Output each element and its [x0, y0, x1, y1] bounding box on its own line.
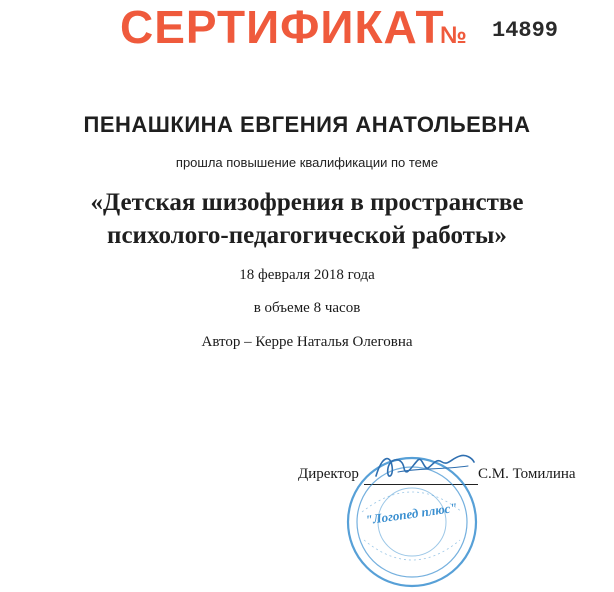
number-sign: №: [440, 22, 467, 49]
director-name: С.М. Томилина: [478, 466, 576, 482]
certificate-number: 14899: [492, 18, 559, 43]
topic-title: [0, 186, 614, 252]
director-label: Директор: [298, 466, 359, 482]
course-author: Автор – Керре Наталья Олеговна: [201, 334, 413, 350]
course-hours: в объеме 8 часов: [253, 300, 361, 316]
certificate-title: СЕРТИФИКАТ: [120, 1, 445, 53]
topic-line-1: «Детская шизофрения в пространстве: [90, 189, 524, 216]
recipient-name: ПЕНАШКИНА ЕВГЕНИЯ АНАТОЛЬЕВНА: [83, 112, 531, 137]
qualification-line: прошла повышение квалификации по теме: [175, 155, 439, 170]
course-date: 18 февраля 2018 года: [239, 267, 375, 283]
signature-icon: [368, 446, 478, 490]
topic-line-2: психолого-педагогической работы»: [107, 222, 507, 249]
stamp-text: "Логопед плюс": [364, 499, 459, 528]
